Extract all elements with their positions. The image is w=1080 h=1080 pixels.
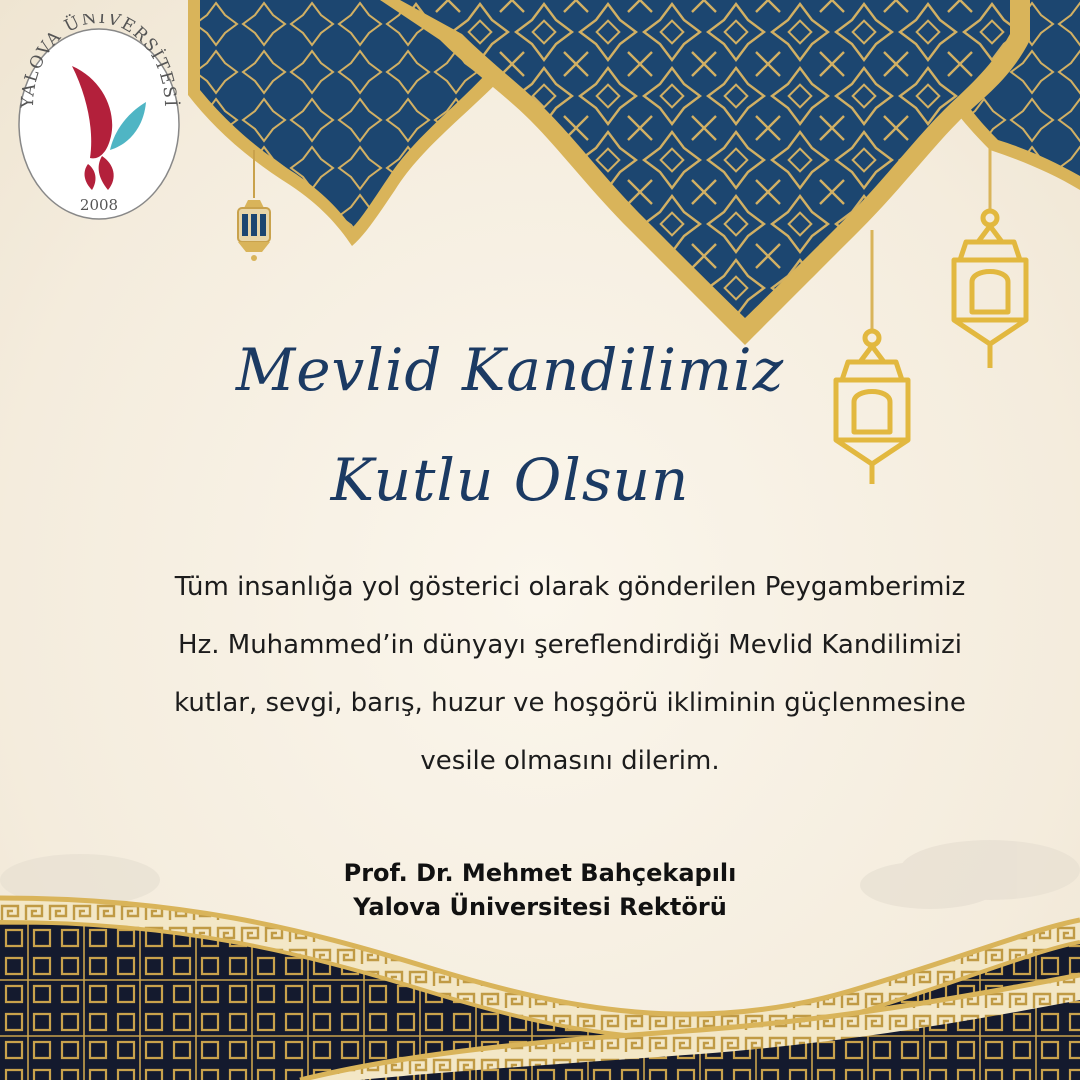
logo-year: 2008 <box>79 196 119 214</box>
greeting-title-line1: Mevlid Kandilimiz <box>235 336 785 404</box>
signature-title: Yalova Üniversitesi Rektörü <box>353 893 727 921</box>
greeting-title-line2: Kutlu Olsun <box>330 446 690 514</box>
message-line: vesile olmasını dilerim. <box>420 746 720 776</box>
message-line: kutlar, sevgi, barış, huzur ve hoşgörü ikliminin güçlenmesine <box>174 688 966 718</box>
message-line: Hz. Muhammed’in dünyayı şereflendirdiği Mevlid Kandilimizi <box>178 630 962 660</box>
message-line: Tüm insanlığa yol gösterici olarak gönderilen Peygamberimiz <box>174 572 966 602</box>
signature-name: Prof. Dr. Mehmet Bahçekapılı <box>343 859 737 887</box>
svg-text:YALOVA ÜNİVERSİTESİ: YALOVA ÜNİVERSİTESİ <box>17 14 181 109</box>
